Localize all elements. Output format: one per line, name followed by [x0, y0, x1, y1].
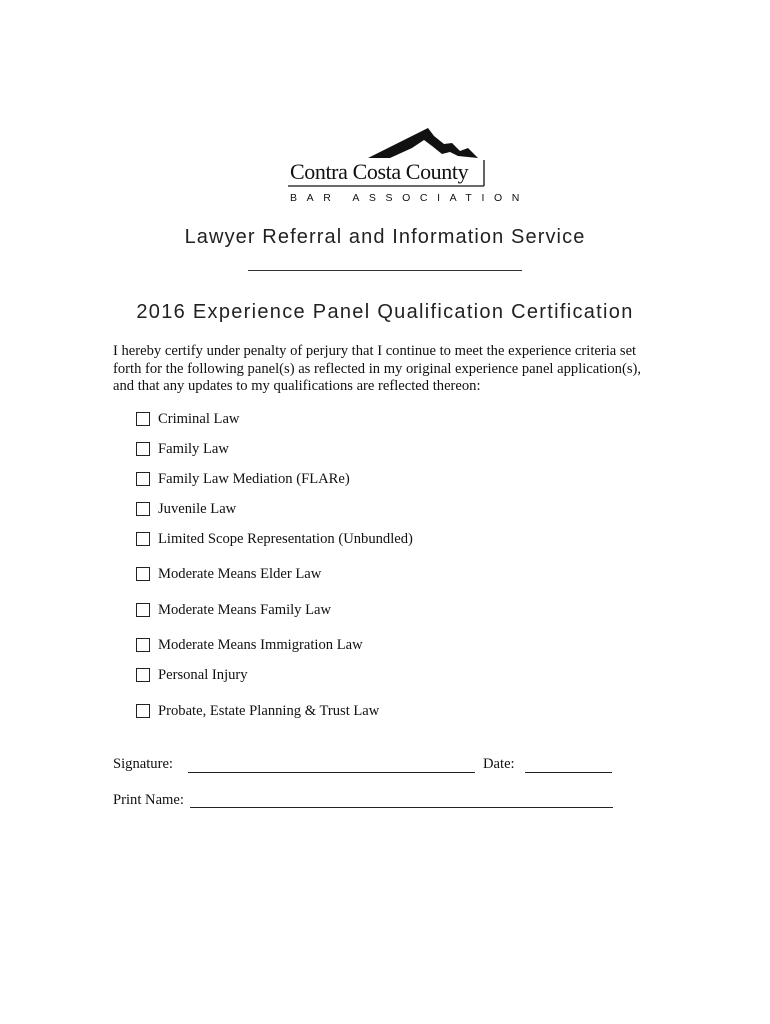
statement-line: and that any updates to my qualifications are reflected thereon:	[113, 378, 481, 394]
panel-option-family-law[interactable]	[136, 440, 229, 458]
panel-option-criminal-law[interactable]	[136, 410, 239, 428]
panel-option-moderate-means-immigration-law[interactable]	[136, 636, 363, 654]
panel-option-probate-estate-trust[interactable]	[136, 702, 379, 720]
checkbox[interactable]	[136, 603, 150, 617]
checkbox[interactable]	[136, 567, 150, 581]
option-label: Moderate Means Family Law	[158, 601, 332, 618]
option-label: Criminal Law	[158, 410, 240, 427]
checkbox[interactable]	[136, 502, 150, 516]
page-title: 2016 Experience Panel Qualification Certification	[136, 301, 634, 323]
signature-field[interactable]	[188, 772, 475, 773]
checkbox[interactable]	[136, 638, 150, 652]
option-label: Limited Scope Representation (Unbundled)	[158, 530, 413, 547]
date-label: Date:	[483, 756, 515, 772]
option-label: Family Law	[158, 440, 229, 457]
checkbox[interactable]	[136, 704, 150, 718]
option-label: Personal Injury	[158, 666, 248, 683]
logo-subtitle: BAR ASSOCIATION	[290, 192, 529, 204]
option-label: Moderate Means Elder Law	[158, 565, 322, 582]
panel-option-personal-injury[interactable]	[136, 666, 248, 684]
panel-option-limited-scope[interactable]	[136, 530, 413, 548]
signature-label: Signature:	[113, 756, 173, 772]
checkbox[interactable]	[136, 668, 150, 682]
panel-option-family-law-mediation[interactable]	[136, 470, 350, 488]
date-field[interactable]	[525, 772, 612, 773]
certification-statement	[113, 343, 673, 396]
print-name-field[interactable]	[190, 807, 613, 808]
option-label: Probate, Estate Planning & Trust Law	[158, 702, 380, 719]
statement-line: I hereby certify under penalty of perjury that I continue to meet the experience criteria set	[113, 343, 637, 359]
divider	[248, 270, 522, 271]
bar-association-logo	[282, 124, 529, 210]
checkbox[interactable]	[136, 442, 150, 456]
print-name-label: Print Name:	[113, 792, 184, 808]
panel-option-juvenile-law[interactable]	[136, 500, 236, 518]
option-label: Juvenile Law	[158, 500, 237, 517]
statement-line: forth for the following panel(s) as reflected in my original experience panel application(s),	[113, 360, 642, 377]
panel-option-moderate-means-family-law[interactable]	[136, 601, 331, 619]
panel-option-moderate-means-elder-law[interactable]	[136, 565, 321, 583]
checkbox[interactable]	[136, 532, 150, 546]
logo-name: Contra Costa County	[290, 159, 469, 184]
option-label: Moderate Means Immigration Law	[158, 636, 363, 653]
service-heading: Lawyer Referral and Information Service	[184, 226, 586, 248]
checkbox[interactable]	[136, 412, 150, 426]
option-label: Family Law Mediation (FLARe)	[158, 470, 350, 487]
checkbox[interactable]	[136, 472, 150, 486]
